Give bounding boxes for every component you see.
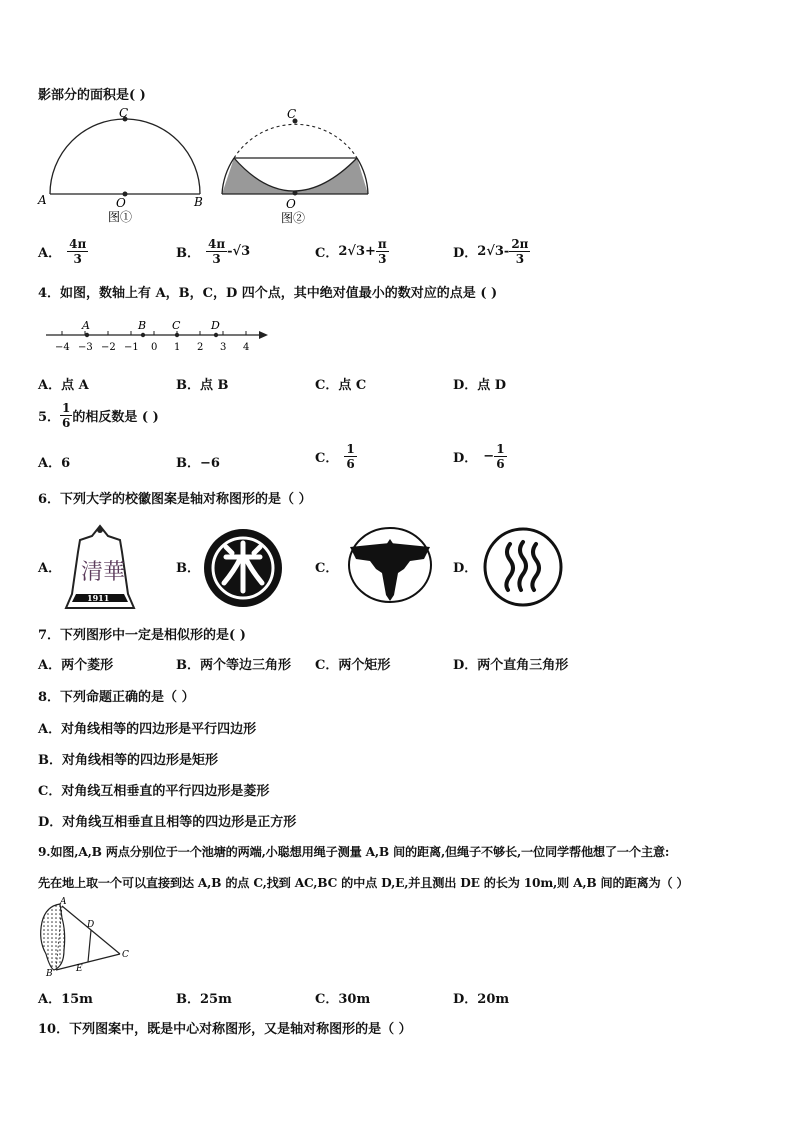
- q4-option-c[interactable]: C．点 C: [315, 378, 367, 393]
- fig1-caption: 图①: [108, 210, 133, 224]
- q9-pond-figure: [34, 896, 130, 980]
- q5-option-c[interactable]: C． $\frac{1}{6}$: [315, 442, 355, 471]
- fig2-caption: 图②: [281, 211, 306, 225]
- tick-label: 0: [151, 342, 158, 353]
- tick-label: 1: [174, 342, 181, 353]
- point-c: C: [172, 319, 181, 332]
- q4-option-b[interactable]: B．点 B: [176, 378, 229, 393]
- tick-label: 4: [243, 342, 250, 353]
- q9-option-b[interactable]: B．25m: [176, 992, 232, 1007]
- q8-option-d[interactable]: D．对角线互相垂直且相等的四边形是正方形: [38, 815, 297, 830]
- q8-option-c[interactable]: C．对角线互相垂直的平行四边形是菱形: [38, 784, 270, 799]
- q9-stem-line2: 先在地上取一个可以直接到达 A,B 的点 C,找到 AC,BC 的中点 D,E,并且测出 DE 的长为 10m,则 A,B 间的距离为（ ）: [38, 876, 689, 890]
- tsinghua-badge-icon: [62, 522, 138, 612]
- q3-figure-1: [37, 106, 203, 224]
- fig1-label-b: B: [194, 195, 203, 209]
- q5-option-a[interactable]: A．6: [38, 456, 71, 471]
- q4-option-d[interactable]: D．点 D: [453, 378, 507, 393]
- eagle-badge-icon: [346, 525, 434, 605]
- q9-label-a: A: [60, 897, 67, 907]
- q4-stem: 4．如图，数轴上有 A，B，C，D 四个点，其中绝对值最小的数对应的点是 ( ): [38, 286, 498, 301]
- q3-figures: [34, 104, 374, 230]
- q5-option-b[interactable]: B．−6: [176, 456, 220, 471]
- waves-badge-icon: [482, 526, 564, 608]
- tick-label: −2: [101, 342, 116, 353]
- q9-option-c[interactable]: C．30m: [315, 992, 371, 1007]
- q9-label-b: B: [46, 969, 53, 979]
- q3-stem-tail: 影部分的面积是( ): [38, 88, 146, 103]
- badge-a-year: 1911: [87, 593, 110, 603]
- fig1-label-o: O: [116, 196, 126, 210]
- q3-option-d[interactable]: D．2√3- $\frac{2\pi}{3}$: [453, 237, 529, 266]
- point-a: A: [82, 319, 90, 332]
- q3-option-b[interactable]: B． $\frac{4\pi}{3}$ -√3: [176, 237, 251, 266]
- peking-badge-icon: [202, 527, 284, 609]
- q5-option-d[interactable]: D． − $\frac{1}{6}$: [453, 442, 505, 471]
- tick-label: −3: [78, 342, 93, 353]
- q7-option-c[interactable]: C．两个矩形: [315, 658, 391, 673]
- q7-option-a[interactable]: A．两个菱形: [38, 658, 114, 673]
- tick-label: −4: [55, 342, 70, 353]
- badge-a-glyphs: 清華: [81, 560, 126, 585]
- point-b: B: [138, 319, 147, 332]
- q8-stem: 8．下列命题正确的是（ ）: [38, 690, 195, 705]
- q6-stem: 6．下列大学的校徽图案是轴对称图形的是（ ）: [38, 492, 312, 507]
- q4-number-line: [40, 318, 280, 354]
- q3-figure-2: [222, 107, 368, 225]
- q9-label-c: C: [122, 950, 129, 960]
- q8-option-a[interactable]: A．对角线相等的四边形是平行四边形: [38, 722, 257, 737]
- q6-option-b[interactable]: B．: [176, 561, 200, 576]
- fig2-label-o: O: [286, 197, 296, 211]
- q9-option-a[interactable]: A．15m: [38, 992, 93, 1007]
- fig1-label-c: C: [119, 106, 129, 120]
- q6-option-a[interactable]: A．: [38, 561, 62, 576]
- tick-label: 2: [197, 342, 204, 353]
- tick-label: −1: [124, 342, 139, 353]
- q7-stem: 7．下列图形中一定是相似形的是( ): [38, 628, 246, 643]
- fig1-label-a: A: [38, 193, 47, 207]
- fig2-label-c: C: [287, 107, 297, 121]
- q9-option-d[interactable]: D．20m: [453, 992, 510, 1007]
- q9-stem-line1: 9.如图,A,B 两点分别位于一个池塘的两端,小聪想用绳子测量 A,B 间的距离,但绳子不够长,一位同学帮他想了一个主意:: [38, 845, 670, 859]
- point-d: D: [211, 319, 220, 332]
- q8-option-b[interactable]: B．对角线相等的四边形是矩形: [38, 753, 218, 768]
- q4-option-a[interactable]: A．点 A: [38, 378, 89, 393]
- q7-option-d[interactable]: D．两个直角三角形: [453, 658, 569, 673]
- q10-stem: 10．下列图案中，既是中心对称图形，又是轴对称图形的是（ ）: [38, 1022, 412, 1037]
- q5-stem: 5． $\frac{1}{6}$ 的相反数是 ( ): [38, 401, 159, 430]
- q3-option-a[interactable]: A． $\frac{4\pi}{3}$: [38, 237, 87, 266]
- q6-option-c[interactable]: C．: [315, 561, 339, 576]
- q9-label-d: D: [87, 920, 95, 930]
- q3-option-c[interactable]: C．2√3+ $\frac{\pi}{3}$: [315, 237, 387, 266]
- q6-option-d[interactable]: D．: [453, 561, 478, 576]
- q7-option-b[interactable]: B．两个等边三角形: [176, 658, 291, 673]
- q9-label-e: E: [76, 964, 83, 974]
- tick-label: 3: [220, 342, 227, 353]
